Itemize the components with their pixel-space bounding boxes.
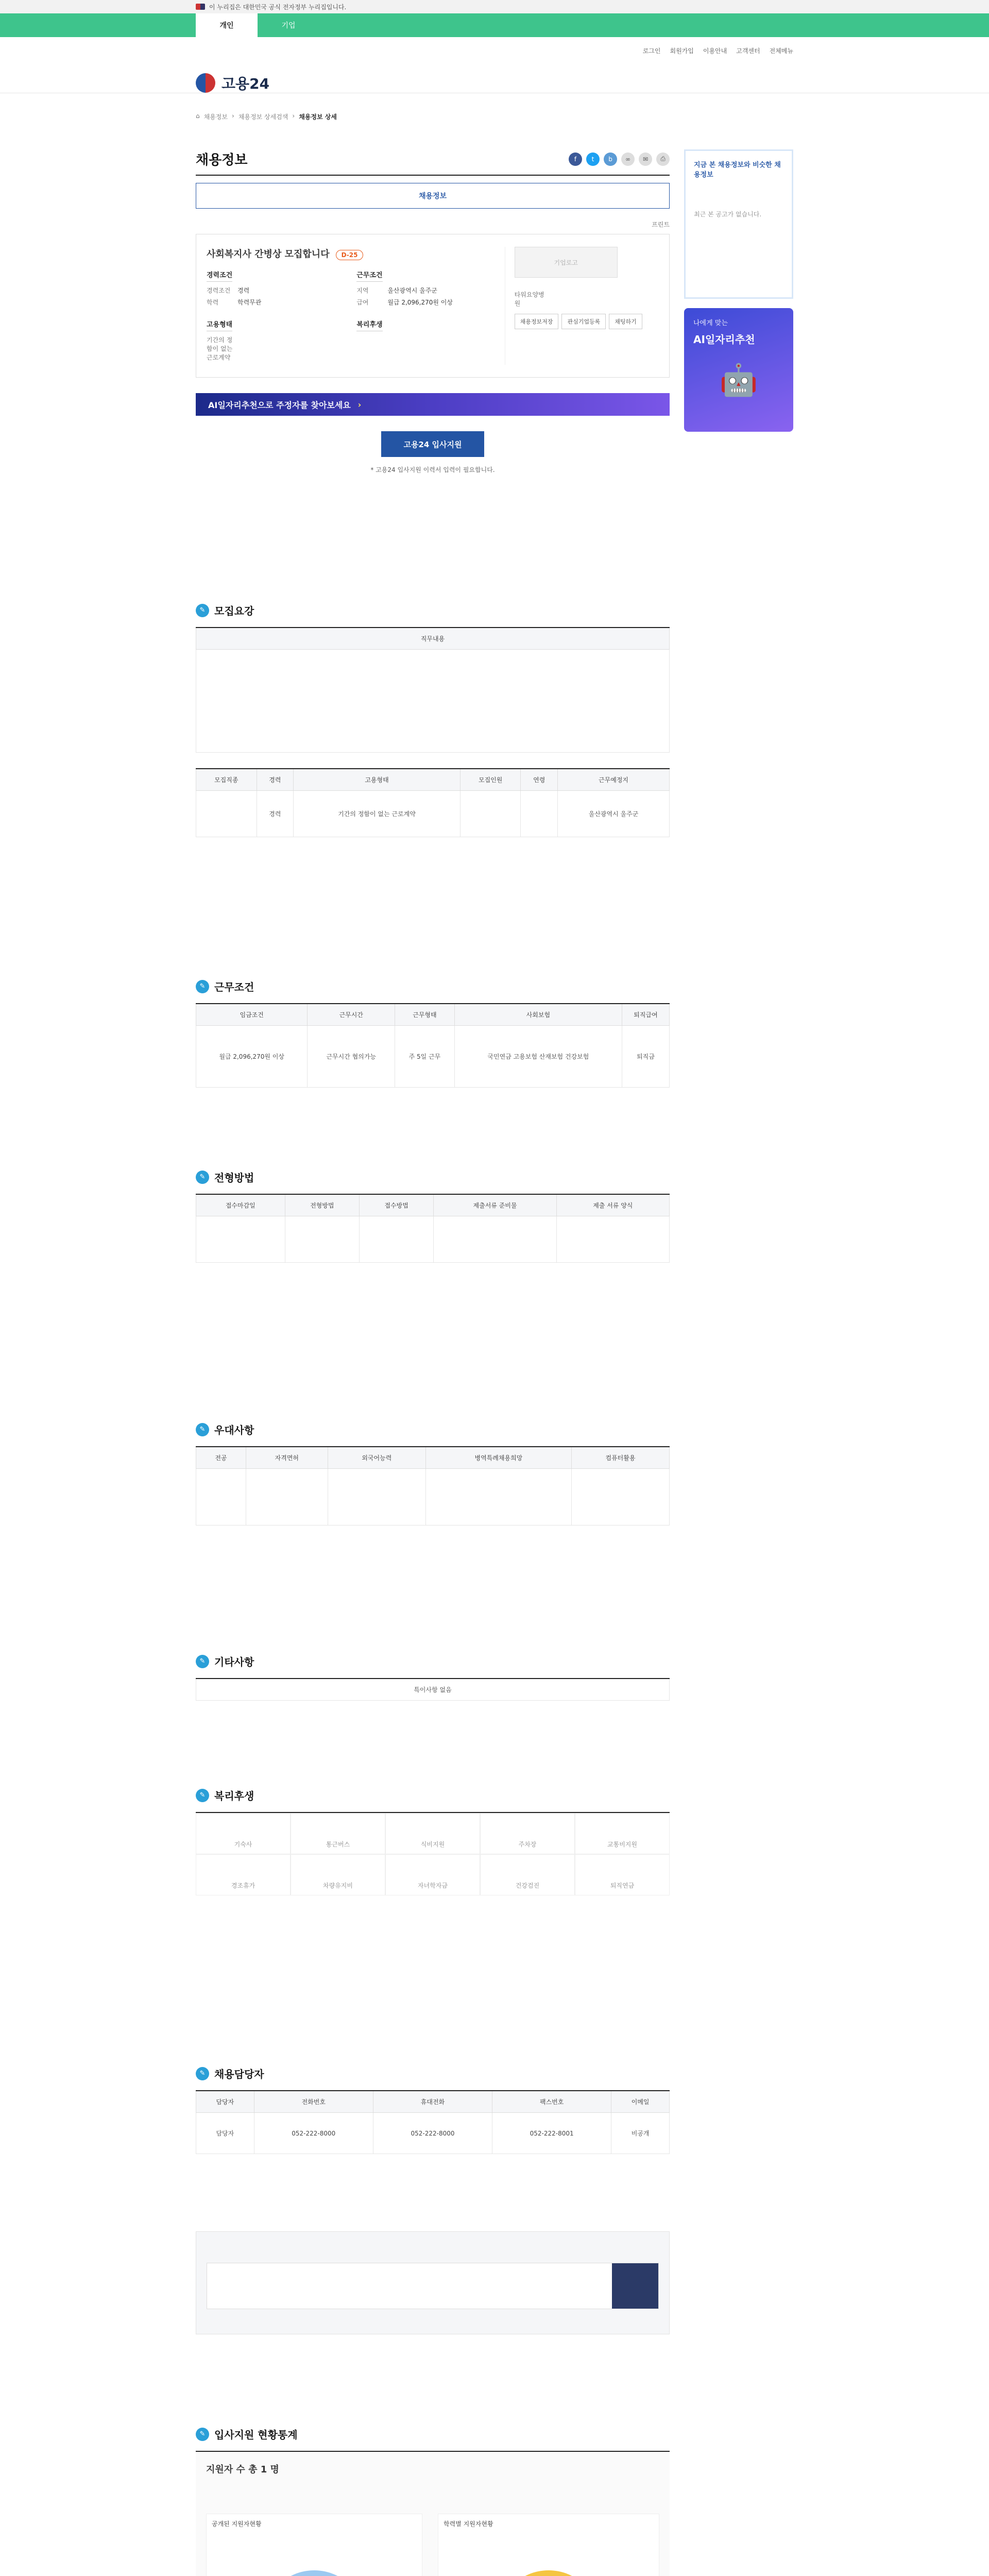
cell: [460, 791, 521, 837]
breadcrumb-item[interactable]: 채용정보 상세검색: [238, 113, 288, 121]
flag-icon: [196, 4, 205, 10]
ai-recommend-small: 나에게 맞는: [693, 319, 728, 327]
col-header: 병역특례채용희망: [425, 1447, 571, 1469]
apply-note: * 고용24 입사지원 이력서 입력이 필요합니다.: [370, 466, 495, 473]
welfare-item: 차량유지비: [291, 1854, 385, 1895]
etc-text: 특이사항 없음: [196, 1679, 670, 1701]
job-summary-grid: [207, 269, 494, 365]
guide-link[interactable]: 이용안내: [703, 47, 727, 55]
welfare-item: 교통비지원: [575, 1813, 670, 1854]
col-header: 근무형태: [395, 1004, 455, 1026]
pref-section: [196, 1422, 670, 1526]
form-row: [207, 335, 344, 362]
col-header: 휴대전화: [373, 2091, 492, 2113]
etc-heading: [196, 1654, 670, 1669]
welfare-item: 퇴직연금: [575, 1854, 670, 1895]
side-panel: [684, 149, 793, 432]
section-icon: ✎: [196, 980, 209, 993]
col-header: 컴퓨터활용: [571, 1447, 669, 1469]
edu-value: 학력무관: [237, 299, 262, 306]
col-header: 근무시간: [308, 1004, 395, 1026]
print-link[interactable]: 프린트: [652, 221, 670, 228]
welfare-item: 식비지원: [385, 1813, 480, 1854]
job-summary-card: [196, 234, 670, 378]
section-icon: ✎: [196, 1423, 209, 1436]
home-icon[interactable]: ⌂: [196, 112, 200, 120]
cell: 담당자: [196, 2113, 254, 2154]
pay-value: 월급 2,096,270원 이상: [387, 299, 453, 306]
col-header: 담당자: [196, 2091, 254, 2113]
cell: 052-222-8000: [254, 2113, 373, 2154]
mail-icon[interactable]: ✉: [639, 152, 652, 166]
cell: [359, 1216, 433, 1263]
ai-banner-text: AI일자리추천으로 주정자를 찾아보세요: [208, 400, 351, 410]
dday-badge: D-25: [336, 250, 364, 260]
company-panel: [505, 247, 659, 365]
edu-row: [207, 298, 344, 307]
recruit-content: [196, 650, 670, 753]
col-header: 경력: [257, 769, 294, 791]
top-tabs: [0, 13, 989, 37]
col-header: 전공: [196, 1447, 246, 1469]
welfare-title: 복리후생: [214, 1790, 254, 1802]
company-row: [515, 290, 659, 308]
exp-heading: 경력조건: [207, 269, 232, 282]
col-header: 전형방법: [285, 1194, 359, 1216]
ai-banner[interactable]: [196, 393, 670, 416]
welfare-heading: [196, 1788, 670, 1803]
cell: 근무시간 협의가능: [308, 1026, 395, 1088]
col-header: 제출서류 준비물: [434, 1194, 556, 1216]
work-title: 근무조건: [214, 981, 254, 993]
col-header: 임금조건: [196, 1004, 308, 1026]
loc-row: [356, 286, 494, 295]
follow-company-button[interactable]: 관심기업등록: [561, 314, 606, 329]
exp-label: 경력조건: [207, 287, 231, 294]
section-icon: ✎: [196, 1171, 209, 1184]
cell: 퇴직금: [622, 1026, 669, 1088]
stats-section: [196, 2427, 670, 2576]
pref-title: 우대사항: [214, 1424, 254, 1436]
col-header: 이메일: [611, 2091, 670, 2113]
welfare-block: [356, 319, 494, 365]
ai-recommend-title: AI일자리추천: [693, 333, 755, 346]
pref-heading: [196, 1422, 670, 1437]
logo-icon: [196, 73, 215, 93]
form-block: [207, 319, 344, 365]
cell: [196, 1469, 246, 1526]
signup-link[interactable]: 회원가입: [670, 47, 694, 55]
welfare-section: [196, 1788, 670, 1895]
similar-jobs-title: 지금 본 채용정보와 비슷한 채용정보: [694, 161, 781, 179]
util-menu: [0, 37, 989, 55]
recruit-table: [196, 627, 670, 753]
work-section: [196, 979, 670, 1088]
gov-banner: [0, 0, 989, 13]
welfare-item: 경조휴가: [196, 1854, 291, 1895]
col-header: 자격면허: [246, 1447, 328, 1469]
login-link[interactable]: 로그인: [642, 47, 661, 55]
col-header: 전화번호: [254, 2091, 373, 2113]
welfare-item: 통근버스: [291, 1813, 385, 1854]
cell: [328, 1469, 425, 1526]
manager-section: [196, 2066, 670, 2334]
stats-heading: [196, 2427, 670, 2442]
etc-title: 기타사항: [214, 1656, 254, 1668]
welfare-grid: [196, 1812, 670, 1895]
ai-banner-arrow-icon: ›: [357, 399, 362, 410]
process-title: 전형방법: [214, 1172, 254, 1184]
welfare-item: 주차장: [480, 1813, 575, 1854]
cell: [246, 1469, 328, 1526]
process-section: [196, 1170, 670, 1263]
inquiry-input[interactable]: [207, 2263, 659, 2309]
robot-icon: 🤖: [719, 362, 758, 398]
col-header: 모집직종: [196, 769, 257, 791]
process-heading: [196, 1170, 670, 1184]
apply-button[interactable]: 고용24 입사지원: [381, 431, 484, 457]
section-icon: ✎: [196, 604, 209, 617]
manager-heading: [196, 2066, 670, 2081]
loc-label: 지역: [356, 287, 369, 294]
recruit-head: 직무내용: [196, 628, 670, 650]
etc-table: [196, 1678, 670, 1701]
site-logo[interactable]: [196, 73, 989, 93]
cond-heading: 근무조건: [356, 269, 382, 282]
col-header: 접수마감일: [196, 1194, 285, 1216]
job-title: [207, 247, 494, 260]
tab-summary[interactable]: 채용정보: [196, 183, 670, 209]
section-icon: ✎: [196, 2428, 209, 2441]
col-header: 팩스번호: [492, 2091, 611, 2113]
form-heading: 고용형태: [207, 319, 232, 331]
welfare-item: 자녀학자금: [385, 1854, 480, 1895]
breadcrumb-current: 채용정보 상세: [299, 113, 337, 121]
company-logo: 기업로고: [515, 247, 618, 278]
col-header: 연령: [521, 769, 558, 791]
cell: [425, 1469, 571, 1526]
pref-table: [196, 1446, 670, 1526]
loc-value: 울산광역시 울주군: [387, 287, 437, 294]
print-icon[interactable]: ⎙: [656, 152, 670, 166]
work-table: [196, 1003, 670, 1088]
cell: 울산광역시 울주군: [558, 791, 670, 837]
cell: 국민연금 고용보험 산재보험 건강보험: [454, 1026, 622, 1088]
work-heading: [196, 979, 670, 994]
col-header: 근무예정지: [558, 769, 670, 791]
save-job-button[interactable]: 채용정보저장: [515, 314, 559, 329]
exp-row: [207, 286, 344, 295]
blog-icon[interactable]: b: [604, 152, 617, 166]
cond-block: [356, 269, 494, 310]
recruit-heading: [196, 603, 670, 618]
tab-company[interactable]: 기업: [281, 22, 296, 30]
similar-jobs-box: [684, 149, 793, 299]
inquiry-submit-button[interactable]: [612, 2263, 658, 2309]
breadcrumb-item[interactable]: 채용정보: [203, 113, 228, 121]
recruit-detail-table: [196, 768, 670, 837]
stats-panel: [196, 2451, 670, 2576]
stats-left-title: 공개된 지원자현황: [212, 2520, 262, 2528]
cell: 052-222-8000: [373, 2113, 492, 2154]
link-icon[interactable]: ∞: [621, 152, 635, 166]
section-icon: ✎: [196, 2067, 209, 2080]
stats-right-panel: [438, 2514, 659, 2576]
cell: 월급 2,096,270원 이상: [196, 1026, 308, 1088]
cell: 052-222-8001: [492, 2113, 611, 2154]
etc-section: [196, 1654, 670, 1701]
welfare-item: 건강검진: [480, 1854, 575, 1895]
similar-jobs-empty: 최근 본 공고가 없습니다.: [694, 211, 762, 218]
company-actions: [515, 314, 659, 329]
section-icon: ✎: [196, 1655, 209, 1668]
col-header: 모집인원: [460, 769, 521, 791]
main-content: [196, 149, 670, 474]
edu-label: 학력: [207, 299, 219, 306]
cell: 경력: [257, 791, 294, 837]
stats-right-title: 학력별 지원자현황: [444, 2520, 493, 2528]
ai-recommend-box[interactable]: [684, 308, 793, 432]
welfare-item: 기숙사: [196, 1813, 291, 1854]
cell: [285, 1216, 359, 1263]
logo-text: 고용24: [221, 75, 270, 92]
stats-title: 입사지원 현황통계: [214, 2429, 298, 2441]
all-menu-link[interactable]: 전체메뉴: [769, 47, 793, 55]
page-title: 채용정보: [196, 152, 248, 168]
pay-row: [356, 298, 494, 307]
company-name: 타워요양병원: [514, 291, 544, 307]
cell: [434, 1216, 556, 1263]
gov-banner-text: 이 누리집은 대한민국 공식 전자정부 누리집입니다.: [209, 3, 347, 11]
facebook-icon[interactable]: f: [569, 152, 582, 166]
col-header: 퇴직급여: [622, 1004, 669, 1026]
chat-button[interactable]: 채팅하기: [609, 314, 642, 329]
share-bar: [569, 152, 670, 166]
cell: [556, 1216, 669, 1263]
manager-title: 채용담당자: [214, 2068, 264, 2080]
manager-table: [196, 2090, 670, 2154]
twitter-icon[interactable]: t: [586, 152, 600, 166]
cell: [196, 791, 257, 837]
recruit-section: [196, 603, 670, 837]
welfare-heading: 복리후생: [356, 319, 382, 331]
cell: [196, 1216, 285, 1263]
col-header: 고용형태: [294, 769, 461, 791]
col-header: 사회보험: [454, 1004, 622, 1026]
applicant-count: 지원자 수 총 1 명: [206, 2464, 279, 2475]
cell: [571, 1469, 669, 1526]
job-summary-left: [207, 247, 494, 365]
cell: 기간의 정함이 없는 근로계약: [294, 791, 461, 837]
breadcrumb: ⌂ 채용정보 › 채용정보 상세검색 › 채용정보 상세: [196, 112, 337, 121]
col-header: 접수방법: [359, 1194, 433, 1216]
exp-value: 경력: [237, 287, 250, 294]
section-icon: ✎: [196, 1789, 209, 1802]
tab-personal[interactable]: 개인: [196, 13, 258, 37]
col-header: 외국어능력: [328, 1447, 425, 1469]
exp-block: [207, 269, 344, 310]
inquiry-box: [196, 2231, 670, 2334]
page-header: [196, 149, 670, 176]
cell: [521, 791, 558, 837]
recruit-title: 모집요강: [214, 605, 254, 617]
stats-left-panel: [206, 2514, 422, 2576]
process-table: [196, 1194, 670, 1263]
cell: 주 5일 근무: [395, 1026, 455, 1088]
job-title-text: 사회복지사 간병상 모집합니다: [207, 249, 330, 260]
cell: 비공개: [611, 2113, 670, 2154]
pay-label: 급여: [356, 299, 369, 306]
support-link[interactable]: 고객센터: [736, 47, 760, 55]
form-value: 기간의 정함이 없는 근로계약: [207, 336, 233, 361]
col-header: 제출 서류 양식: [556, 1194, 669, 1216]
